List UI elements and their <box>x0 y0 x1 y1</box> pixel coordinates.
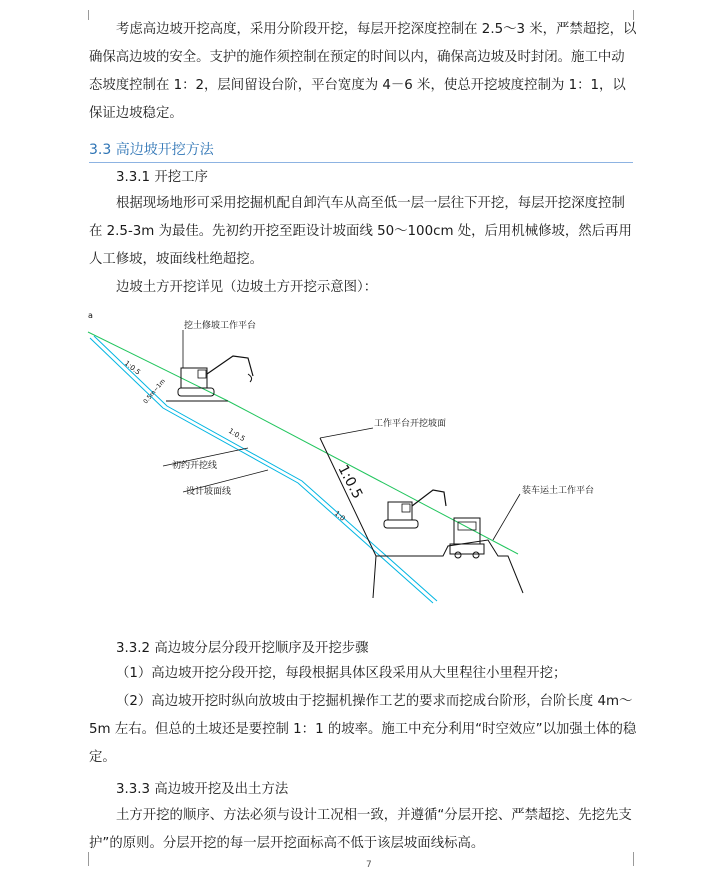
design-slope-line <box>90 338 433 603</box>
step2-paragraph: （2）高边坡开挖时纵向放坡由于挖掘机操作工艺的要求而挖成台阶形，台阶长度 4m～5m 左右。但总的土坡还是要控制 1：1 的坡率。施工中充分利用“时空效应”以加强土体的稳定。 <box>89 694 637 765</box>
label-initial-excavation: 初约开挖线 <box>172 461 218 471</box>
label-work-platform-slope: 工作平台开挖坡面 <box>374 419 447 429</box>
margin-mark-top-left <box>78 10 89 20</box>
section-heading-3-3: 3.3 高边坡开挖方法 <box>89 140 633 163</box>
excavator-top-icon <box>178 356 253 396</box>
leader-loading <box>493 494 520 540</box>
step1-paragraph: （1）高边坡开挖分段开挖，每段根据具体区段采用从大里程往小里程开挖； <box>116 666 567 681</box>
excavator-bottom-icon <box>384 490 446 528</box>
slope-excavation-diagram <box>88 308 595 604</box>
diagram-intro-text: 边坡土方开挖详见（边坡土方开挖示意图）： <box>116 280 378 295</box>
label-ratio-b: 1:0.5 <box>226 426 247 444</box>
margin-mark-bottom-left <box>78 852 89 866</box>
original-slope-line-lower <box>228 401 518 554</box>
intro-paragraph: 考虑高边坡开挖高度，采用分阶段开挖，每层开挖深度控制在 2.5～3 米，严禁超挖，以确保高边坡的安全。支护的施作须控制在预定的时间以内，确保高边坡及时封闭。施工中动态坡度控制在 1：2，层间留设台阶，平台宽度为 4－6 米，使总开挖坡度控制为 1：1，以保证边坡稳定。 <box>89 22 637 121</box>
leader-work-slope <box>320 428 373 438</box>
excavation-profile <box>320 438 523 593</box>
procedure-paragraph: 根据现场地形可采用挖掘机配自卸汽车从高至低一层一层往下开挖，每层开挖深度控制在 2.5-3m 为最佳。先初约开挖至距设计坡面线 50～100cm 处，后用机械修坡，然后再用人工修坡，坡面线杜绝超挖。 <box>89 196 632 267</box>
label-design-slope: 设计坡面线 <box>186 487 232 497</box>
label-top-platform: 挖土修坡工作平台 <box>184 321 257 331</box>
label-ratio-steep: 1:0.5 <box>334 462 366 502</box>
subheading-3-3-2: 3.3.2 高边坡分层分段开挖顺序及开挖步骤 <box>116 641 369 656</box>
label-ratio-c: 1:0 <box>332 509 347 523</box>
subheading-3-3-1: 3.3.1 开挖工序 <box>116 170 208 185</box>
earthwork-paragraph: 土方开挖的顺序、方法必须与设计工况相一致，并遵循“分层开挖、严禁超挖、先挖先支护”的原则。分层开挖的每一层开挖面标高不低于该层坡面线标高。 <box>89 808 632 851</box>
dump-truck-icon <box>450 518 484 558</box>
label-bench: 0.5m~1m <box>142 377 167 406</box>
label-loading-platform: 装车运土工作平台 <box>522 486 595 496</box>
trench-left-wall <box>373 556 376 598</box>
page-number: 7 <box>366 860 372 870</box>
subheading-3-3-3: 3.3.3 高边坡开挖及出土方法 <box>116 782 289 797</box>
label-ratio-a: 1:0.5 <box>122 359 142 377</box>
label-corner: a <box>88 311 93 320</box>
